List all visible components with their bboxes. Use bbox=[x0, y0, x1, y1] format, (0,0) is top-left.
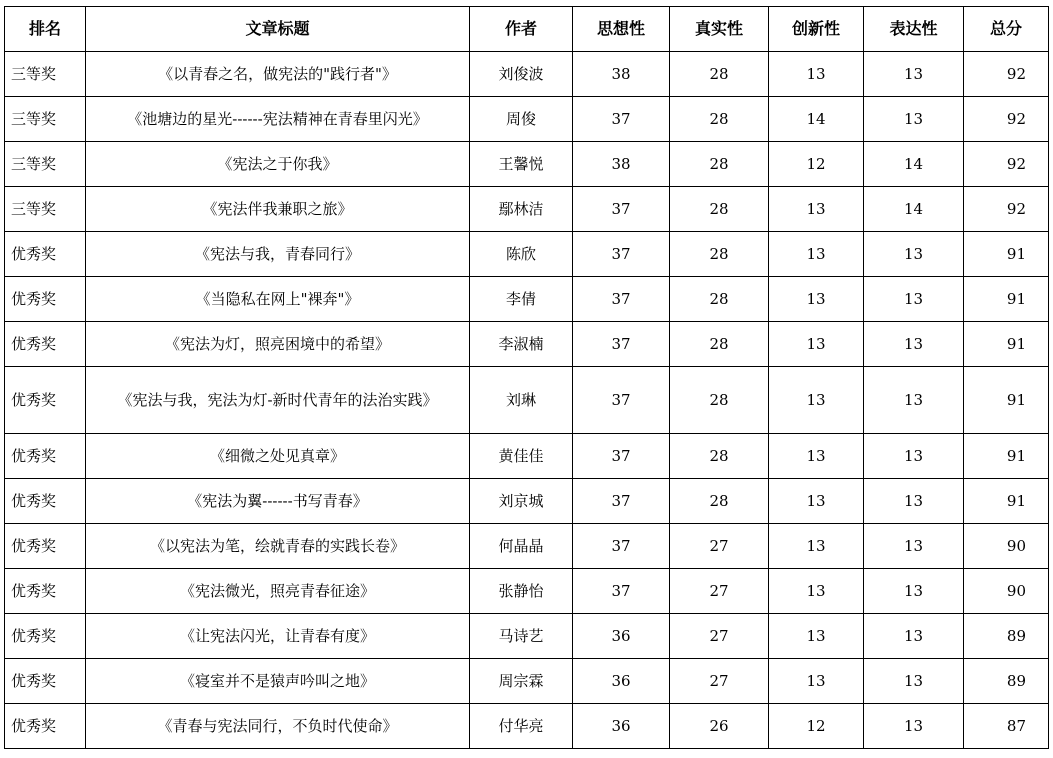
header-expression: 表达性 bbox=[864, 7, 964, 52]
table-row bbox=[5, 52, 1049, 97]
cell-expression: 13 bbox=[864, 569, 964, 614]
cell-truth: 28 bbox=[670, 187, 769, 232]
cell-total: 89 bbox=[964, 659, 1049, 704]
header-rank: 排名 bbox=[5, 7, 86, 52]
cell-total: 92 bbox=[964, 142, 1049, 187]
cell-thought: 37 bbox=[573, 232, 670, 277]
cell-expression: 13 bbox=[864, 659, 964, 704]
cell-author: 周俊 bbox=[470, 97, 573, 142]
cell-thought: 38 bbox=[573, 52, 670, 97]
cell-thought: 36 bbox=[573, 614, 670, 659]
cell-author: 王馨悦 bbox=[470, 142, 573, 187]
cell-expression: 13 bbox=[864, 524, 964, 569]
cell-expression: 13 bbox=[864, 52, 964, 97]
cell-rank: 三等奖 bbox=[5, 142, 86, 187]
cell-title: 《寝室并不是猿声吟叫之地》 bbox=[86, 659, 470, 704]
cell-thought: 37 bbox=[573, 569, 670, 614]
cell-total: 91 bbox=[964, 322, 1049, 367]
table-row bbox=[5, 614, 1049, 659]
cell-thought: 37 bbox=[573, 97, 670, 142]
cell-total: 91 bbox=[964, 367, 1049, 434]
cell-expression: 13 bbox=[864, 614, 964, 659]
cell-truth: 28 bbox=[670, 434, 769, 479]
table-row bbox=[5, 524, 1049, 569]
cell-thought: 37 bbox=[573, 434, 670, 479]
table-row bbox=[5, 367, 1049, 434]
cell-total: 91 bbox=[964, 434, 1049, 479]
cell-title: 《以宪法为笔，绘就青春的实践长卷》 bbox=[86, 524, 470, 569]
cell-expression: 13 bbox=[864, 232, 964, 277]
cell-expression: 13 bbox=[864, 479, 964, 524]
cell-innovation: 13 bbox=[769, 322, 864, 367]
cell-truth: 28 bbox=[670, 277, 769, 322]
cell-total: 90 bbox=[964, 524, 1049, 569]
cell-thought: 37 bbox=[573, 479, 670, 524]
table-row bbox=[5, 434, 1049, 479]
cell-thought: 37 bbox=[573, 367, 670, 434]
cell-innovation: 13 bbox=[769, 232, 864, 277]
cell-title: 《当隐私在网上"裸奔"》 bbox=[86, 277, 470, 322]
cell-total: 87 bbox=[964, 704, 1049, 749]
cell-rank: 优秀奖 bbox=[5, 277, 86, 322]
cell-rank: 优秀奖 bbox=[5, 614, 86, 659]
cell-author: 李倩 bbox=[470, 277, 573, 322]
cell-expression: 13 bbox=[864, 434, 964, 479]
cell-total: 90 bbox=[964, 569, 1049, 614]
cell-rank: 三等奖 bbox=[5, 97, 86, 142]
header-innovation: 创新性 bbox=[769, 7, 864, 52]
cell-title: 《细微之处见真章》 bbox=[86, 434, 470, 479]
cell-innovation: 13 bbox=[769, 569, 864, 614]
cell-total: 91 bbox=[964, 479, 1049, 524]
cell-title: 《青春与宪法同行，不负时代使命》 bbox=[86, 704, 470, 749]
cell-rank: 三等奖 bbox=[5, 52, 86, 97]
cell-author: 马诗艺 bbox=[470, 614, 573, 659]
cell-author: 张静怡 bbox=[470, 569, 573, 614]
cell-title: 《让宪法闪光，让青春有度》 bbox=[86, 614, 470, 659]
cell-title: 《宪法为灯，照亮困境中的希望》 bbox=[86, 322, 470, 367]
cell-total: 91 bbox=[964, 232, 1049, 277]
cell-author: 刘琳 bbox=[470, 367, 573, 434]
table-row bbox=[5, 97, 1049, 142]
table-row bbox=[5, 322, 1049, 367]
cell-title: 《宪法与我，宪法为灯-新时代青年的法治实践》 bbox=[86, 367, 470, 434]
cell-title: 《池塘边的星光------宪法精神在青春里闪光》 bbox=[86, 97, 470, 142]
cell-title: 《宪法之于你我》 bbox=[86, 142, 470, 187]
cell-expression: 14 bbox=[864, 187, 964, 232]
cell-truth: 27 bbox=[670, 659, 769, 704]
cell-expression: 13 bbox=[864, 704, 964, 749]
cell-truth: 28 bbox=[670, 479, 769, 524]
table-row bbox=[5, 232, 1049, 277]
cell-thought: 37 bbox=[573, 277, 670, 322]
cell-title: 《宪法伴我兼职之旅》 bbox=[86, 187, 470, 232]
cell-author: 刘京城 bbox=[470, 479, 573, 524]
cell-innovation: 13 bbox=[769, 659, 864, 704]
table-row bbox=[5, 187, 1049, 232]
cell-truth: 28 bbox=[670, 52, 769, 97]
cell-thought: 36 bbox=[573, 704, 670, 749]
header-title: 文章标题 bbox=[86, 7, 470, 52]
cell-innovation: 13 bbox=[769, 479, 864, 524]
cell-thought: 37 bbox=[573, 322, 670, 367]
cell-total: 92 bbox=[964, 187, 1049, 232]
cell-truth: 27 bbox=[670, 614, 769, 659]
cell-truth: 28 bbox=[670, 322, 769, 367]
cell-truth: 28 bbox=[670, 142, 769, 187]
cell-author: 鄢林洁 bbox=[470, 187, 573, 232]
cell-innovation: 13 bbox=[769, 277, 864, 322]
award-table bbox=[4, 6, 1049, 749]
cell-truth: 28 bbox=[670, 232, 769, 277]
cell-innovation: 13 bbox=[769, 52, 864, 97]
cell-rank: 优秀奖 bbox=[5, 569, 86, 614]
table-row bbox=[5, 277, 1049, 322]
cell-thought: 36 bbox=[573, 659, 670, 704]
cell-innovation: 13 bbox=[769, 434, 864, 479]
cell-innovation: 13 bbox=[769, 524, 864, 569]
cell-expression: 14 bbox=[864, 142, 964, 187]
table-row bbox=[5, 142, 1049, 187]
cell-title: 《宪法与我，青春同行》 bbox=[86, 232, 470, 277]
table-row bbox=[5, 479, 1049, 524]
header-truth: 真实性 bbox=[670, 7, 769, 52]
cell-title: 《以青春之名，做宪法的"践行者"》 bbox=[86, 52, 470, 97]
cell-expression: 13 bbox=[864, 367, 964, 434]
cell-innovation: 13 bbox=[769, 187, 864, 232]
cell-thought: 37 bbox=[573, 187, 670, 232]
cell-truth: 28 bbox=[670, 97, 769, 142]
cell-total: 89 bbox=[964, 614, 1049, 659]
cell-truth: 26 bbox=[670, 704, 769, 749]
header-thought: 思想性 bbox=[573, 7, 670, 52]
header-total: 总分 bbox=[964, 7, 1049, 52]
cell-rank: 优秀奖 bbox=[5, 232, 86, 277]
cell-author: 陈欣 bbox=[470, 232, 573, 277]
cell-innovation: 13 bbox=[769, 614, 864, 659]
cell-rank: 优秀奖 bbox=[5, 659, 86, 704]
table-row bbox=[5, 704, 1049, 749]
cell-thought: 37 bbox=[573, 524, 670, 569]
cell-total: 91 bbox=[964, 277, 1049, 322]
cell-innovation: 12 bbox=[769, 704, 864, 749]
cell-expression: 13 bbox=[864, 97, 964, 142]
cell-rank: 优秀奖 bbox=[5, 434, 86, 479]
cell-author: 付华亮 bbox=[470, 704, 573, 749]
header-row bbox=[5, 7, 1049, 52]
cell-rank: 优秀奖 bbox=[5, 524, 86, 569]
cell-truth: 27 bbox=[670, 524, 769, 569]
cell-truth: 28 bbox=[670, 367, 769, 434]
cell-thought: 38 bbox=[573, 142, 670, 187]
cell-innovation: 13 bbox=[769, 367, 864, 434]
cell-title: 《宪法为翼------书写青春》 bbox=[86, 479, 470, 524]
cell-rank: 优秀奖 bbox=[5, 704, 86, 749]
table-row bbox=[5, 659, 1049, 704]
cell-total: 92 bbox=[964, 52, 1049, 97]
cell-truth: 27 bbox=[670, 569, 769, 614]
cell-rank: 三等奖 bbox=[5, 187, 86, 232]
cell-author: 周宗霖 bbox=[470, 659, 573, 704]
cell-innovation: 12 bbox=[769, 142, 864, 187]
cell-title: 《宪法微光，照亮青春征途》 bbox=[86, 569, 470, 614]
cell-rank: 优秀奖 bbox=[5, 322, 86, 367]
cell-innovation: 14 bbox=[769, 97, 864, 142]
cell-total: 92 bbox=[964, 97, 1049, 142]
table-row bbox=[5, 569, 1049, 614]
cell-author: 刘俊波 bbox=[470, 52, 573, 97]
cell-author: 黄佳佳 bbox=[470, 434, 573, 479]
cell-rank: 优秀奖 bbox=[5, 479, 86, 524]
cell-author: 何晶晶 bbox=[470, 524, 573, 569]
cell-author: 李淑楠 bbox=[470, 322, 573, 367]
cell-rank: 优秀奖 bbox=[5, 367, 86, 434]
cell-expression: 13 bbox=[864, 277, 964, 322]
cell-expression: 13 bbox=[864, 322, 964, 367]
header-author: 作者 bbox=[470, 7, 573, 52]
